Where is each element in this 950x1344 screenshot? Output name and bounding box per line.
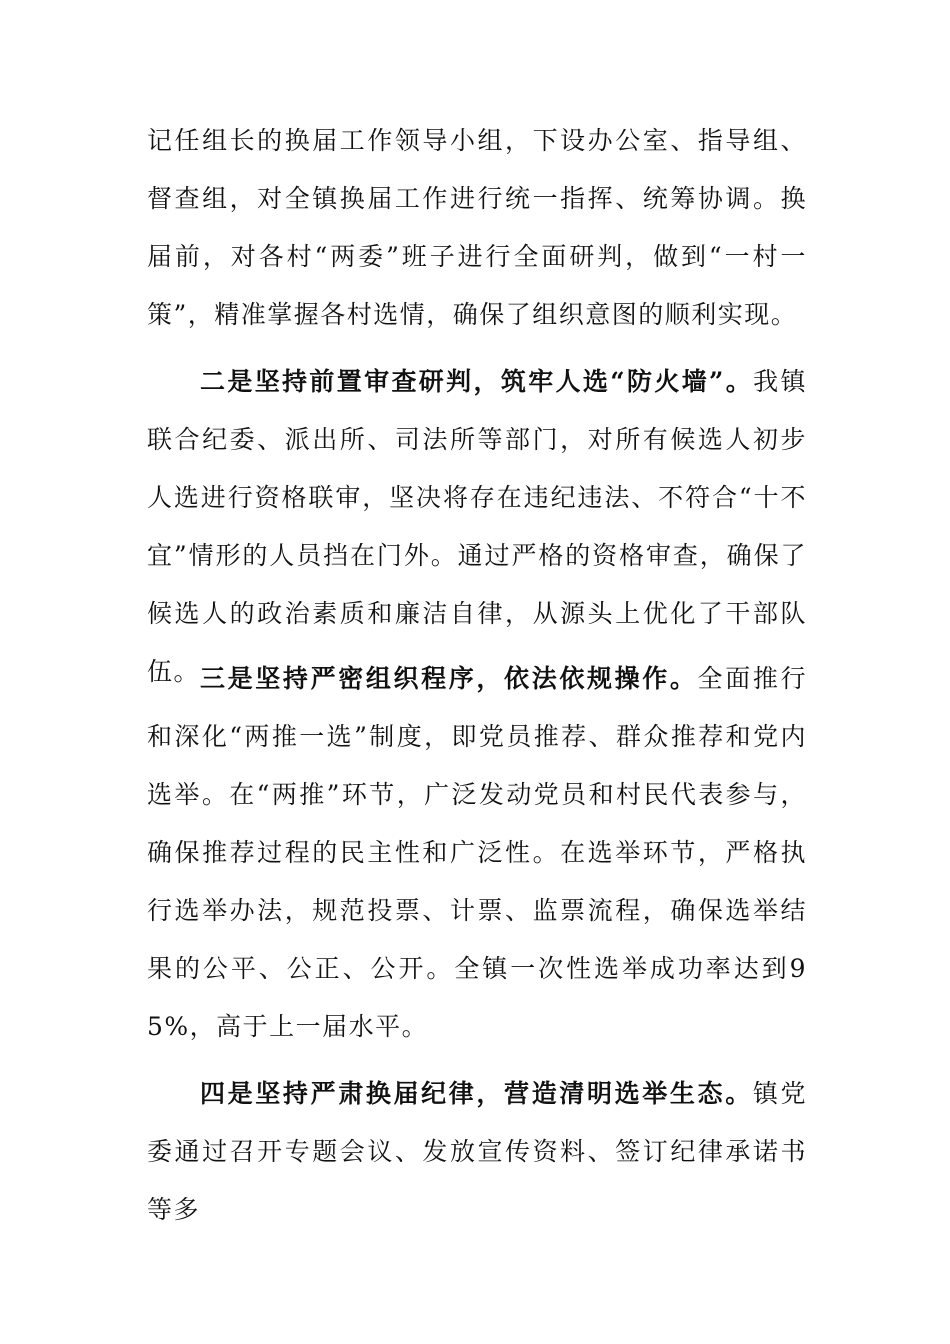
- paragraph-body: 全面推行和深化“两推一选”制度，即党员推荐、群众推荐和党内选举。在“两推”环节，广泛发动党员和村民代表参与，确保推荐过程的民主性和广泛性。在选举环节，严格执行选举办法，规范投票、计票、监票流程，确保选举结果的公平、公正、公开。全镇一次性选举成功率达到95%，高于上一届水平。: [147, 664, 807, 1041]
- paragraph-heading: 四是坚持严肃换届纪律，营造清明选举生态。: [200, 1079, 753, 1108]
- paragraph-body: 镇党委通过召开专题会议、发放宣传资料、签订纪律承诺书等多: [147, 1079, 807, 1224]
- paragraph-point-three: [147, 650, 807, 1056]
- paragraph-point-four: [147, 1065, 807, 1239]
- paragraph-heading: 三是坚持严密组织程序，依法依规操作。: [200, 664, 698, 693]
- paragraph-body: 我镇联合纪委、派出所、司法所等部门，对所有候选人初步人选进行资格联审，坚决将存在违纪违法、不符合“十不宜”情形的人员挡在门外。通过严格的资格审查，确保了候选人的政治素质和廉洁自律，从源头上优化了干部队伍。: [147, 367, 807, 686]
- paragraph-body: 记任组长的换届工作领导小组，下设办公室、指导组、督查组，对全镇换届工作进行统一指挥、统筹协调。换届前，对各村“两委”班子进行全面研判，做到“一村一策”，精准掌握各村选情，确保了组织意图的顺利实现。: [147, 126, 807, 329]
- paragraph-heading: 二是坚持前置审查研判，筑牢人选“防火墙”。: [200, 367, 754, 396]
- paragraph-point-two: [147, 353, 807, 701]
- paragraph-continuation: [147, 112, 807, 344]
